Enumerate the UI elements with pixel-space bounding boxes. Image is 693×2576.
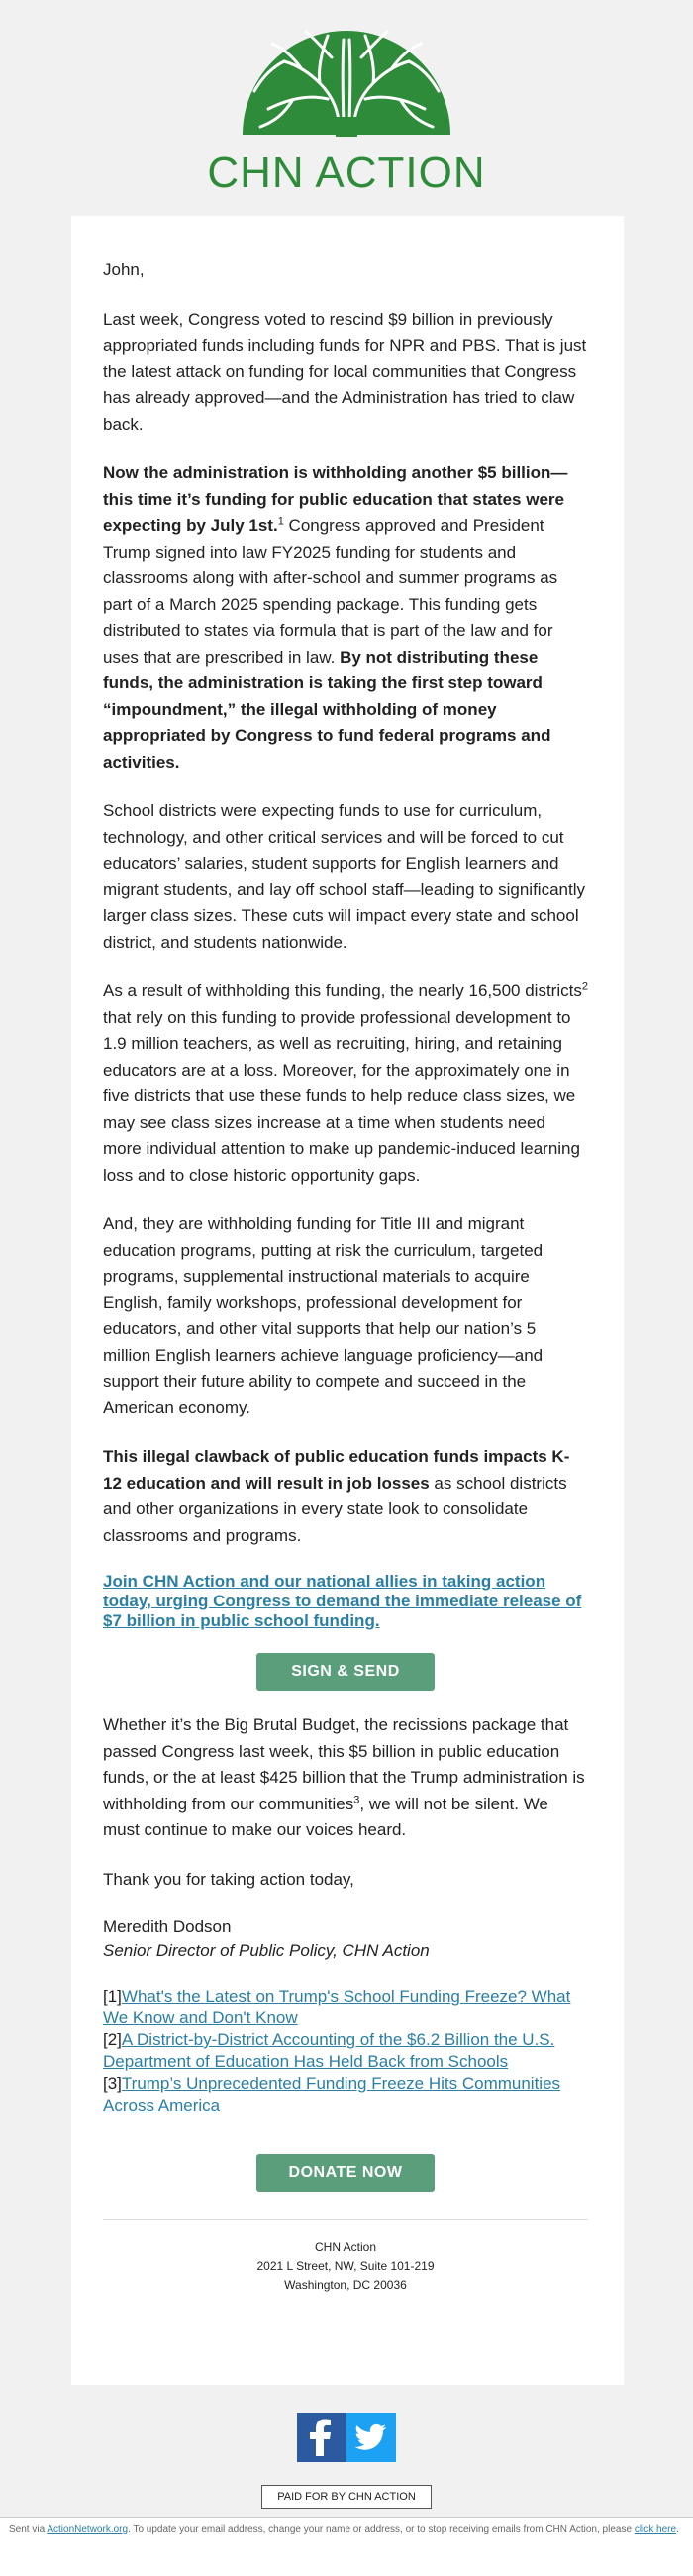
address-line-3: Washington, DC 20036 — [284, 2278, 407, 2292]
footer-prefix: Sent via — [9, 2524, 48, 2535]
paragraph-6-text: as school districts and other organizations in every state look to consolidate classrooms and programs. — [103, 1473, 567, 1545]
reference-2-number: [2] — [103, 2030, 122, 2049]
brand-name: CHN ACTION — [207, 149, 486, 197]
address-line-2: 2021 L Street, NW, Suite 101-219 — [256, 2259, 435, 2273]
paid-for-disclaimer: PAID FOR BY CHN ACTION — [261, 2485, 432, 2509]
sign-send-button[interactable]: SIGN & SEND — [256, 1653, 435, 1691]
reference-1-number: [1] — [103, 1987, 122, 2006]
paragraph-7 — [103, 1712, 588, 1844]
paragraph-4 — [103, 979, 588, 1188]
unsubscribe-link[interactable]: click here — [634, 2524, 677, 2535]
footer-middle: . To update your email address, change your name or address, or to stop receiving emails from CHN Action, please — [128, 2524, 635, 2535]
footnote-1: 1 — [277, 515, 284, 528]
twitter-icon[interactable] — [346, 2413, 396, 2462]
references — [103, 1986, 588, 2116]
paragraph-5: And, they are withholding funding for Title III and migrant education programs, putting at risk the curriculum, targeted programs, supplemental instructional materials to acquire English, family workshops, professional development for educators, and other vital supports that help our nation’s 5 million English learners achieve language proficiency—and support their future ability to compete and succeed in the American economy. — [103, 1214, 544, 1417]
paragraph-6 — [103, 1444, 588, 1549]
signature — [103, 1915, 588, 1963]
paragraph-2-bold: Now the administration is withholding another $5 billion—this time it’s funding for public education that states were expecting by July 1st. — [103, 464, 568, 535]
thanks: Thank you for taking action today, — [103, 1869, 354, 1889]
signature-title: Senior Director of Public Policy, CHN Action — [103, 1941, 430, 1960]
paragraph-7-text-b: , we will not be silent. We must continue to make our voices heard. — [103, 1794, 548, 1839]
facebook-icon[interactable] — [297, 2413, 346, 2462]
address-line-1: CHN Action — [314, 2240, 377, 2254]
footnote-3: 3 — [353, 1793, 360, 1805]
oak-tree-icon — [233, 18, 460, 141]
actionnetwork-link[interactable]: ActionNetwork.org — [47, 2524, 129, 2535]
footer-suffix: . — [676, 2524, 679, 2535]
greeting: John, — [103, 260, 145, 279]
email-body — [103, 258, 588, 2295]
social-links — [297, 2413, 396, 2462]
paragraph-6-bold: This illegal clawback of public education funds impacts K-12 education and will result in job losses — [103, 1447, 570, 1493]
reference-2 — [103, 2029, 588, 2073]
take-action-link[interactable]: Join CHN Action and our national allies in taking action today, urging Congress to demand the immediate release of $7 billion in public school funding. — [103, 1572, 582, 1630]
paragraph-7-text-a: Whether it’s the Big Brutal Budget, the recissions package that passed Congress last week, this $5 billion in public education funds, or the at least $425 billion that the Trump administration is withholding from our communities — [103, 1715, 585, 1813]
email-card — [71, 216, 624, 2385]
paragraph-4-text-b: that rely on this funding to provide professional development to 1.9 million teachers, as well as recruiting, hiring, and retaining educators are at a loss. Moreover, for the approximately one in five districts that use these funds to help reduce class sizes, we may see class sizes increase at a time when students need more individual attention to make up pandemic-induced learning loss and to close historic opportunity gaps. — [103, 1007, 580, 1185]
paragraph-2-text: Congress approved and President Trump signed into law FY2025 funding for students and classrooms along with after-school and summer programs as part of a March 2025 spending package. This funding gets distributed to states via formula that is part of the law and for uses that are prescribed in law. — [103, 516, 558, 667]
email-footer — [0, 2517, 693, 2576]
paragraph-4-text-a: As a result of withholding this funding, the nearly 16,500 districts — [103, 981, 582, 1000]
paragraph-2 — [103, 461, 588, 775]
divider — [103, 2219, 588, 2220]
paragraph-1: Last week, Congress voted to rescind $9 billion in previously appropriated funds including funds for NPR and PBS. That is just the latest attack on funding for local communities that Congress has already approved—and the Administration has tried to claw back. — [103, 309, 587, 434]
reference-2-link[interactable]: A District-by-District Accounting of the $6.2 Billion the U.S. Department of Education Has Held Back from Schools — [103, 2030, 555, 2071]
paragraph-3: School districts were expecting funds to use for curriculum, technology, and other critical services and will be forced to cut educators’ salaries, student supports for English learners and migrant students, and lay off school staff—leading to significantly larger class sizes. These cuts will impact every state and school district, and students nationwide. — [103, 801, 585, 952]
donate-button[interactable]: DONATE NOW — [256, 2154, 435, 2192]
reference-3-number: [3] — [103, 2074, 122, 2093]
paragraph-2-bold-2: By not distributing these funds, the administration is taking the first step toward “impoundment,” the illegal withholding of money appropriated by Congress to fund federal programs and activities. — [103, 647, 551, 772]
reference-3 — [103, 2073, 588, 2116]
reference-1-link[interactable]: What's the Latest on Trump's School Funding Freeze? What We Know and Don't Know — [103, 1987, 571, 2027]
signature-name: Meredith Dodson — [103, 1917, 232, 1936]
mailing-address — [103, 2238, 588, 2295]
footer-text — [9, 2524, 682, 2536]
reference-1 — [103, 1986, 588, 2029]
reference-3-link[interactable]: Trump’s Unprecedented Funding Freeze Hits Communities Across America — [103, 2074, 561, 2114]
footnote-2: 2 — [581, 980, 588, 993]
email-header — [0, 0, 693, 216]
